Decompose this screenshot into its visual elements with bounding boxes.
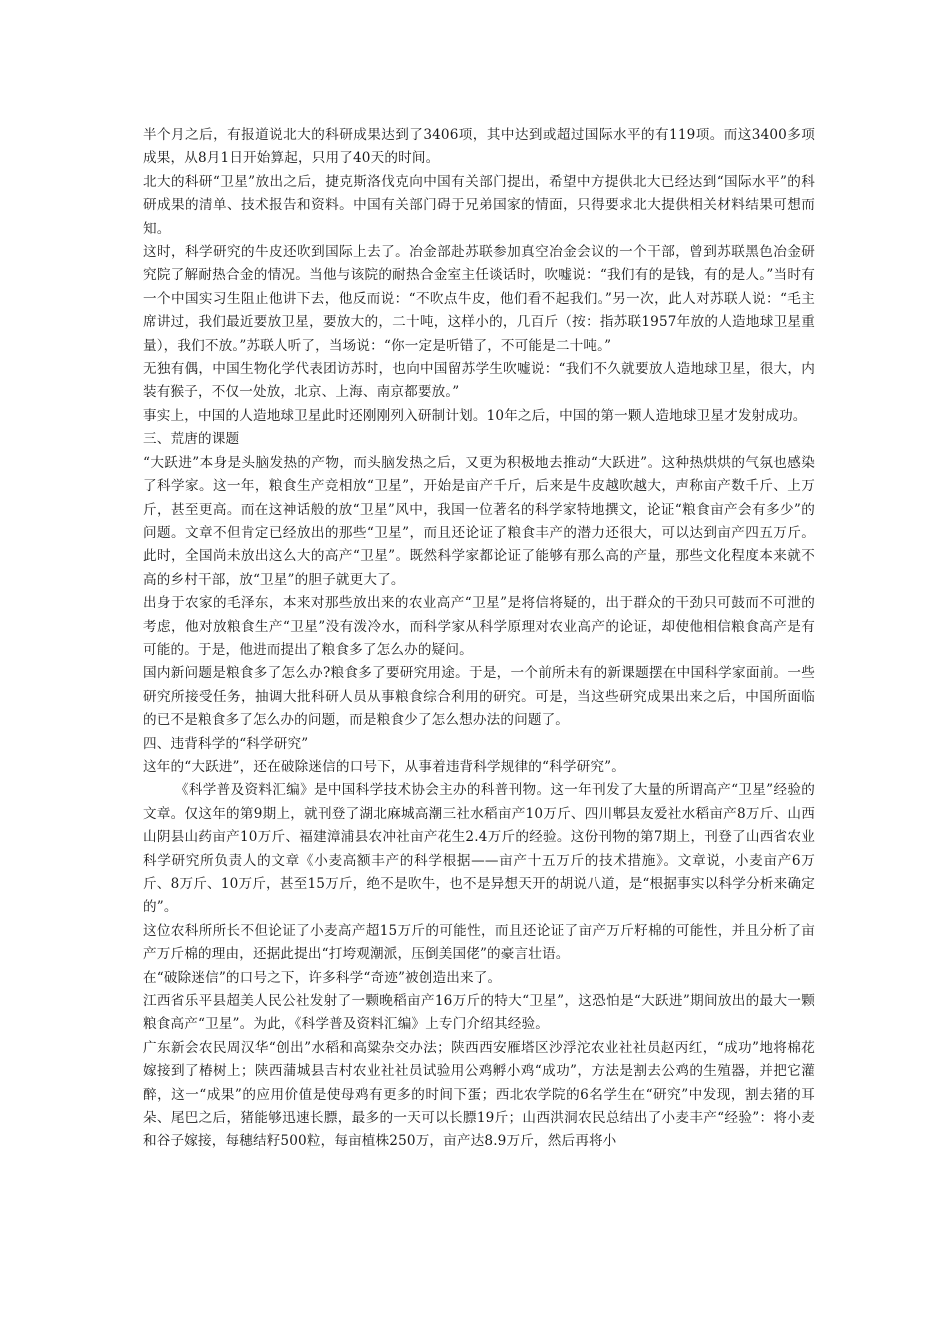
paragraph: 《科学普及资料汇编》是中国科学技术协会主办的科普刊物。这一年刊发了大量的所谓高产“卫星”经验的文章。仅这年的第9期上，就刊登了湖北麻城高潮三社水稻亩产10万斤、四川郫县友爱社水稻亩产8万斤、山西山阴县山药亩产10万斤、福建漳浦县农冲社亩产花生2.4万斤的经验。这份刊物的第7期上，刊登了山西省农业科学研究所负责人的文章《小麦高额丰产的科学根据——亩产十五万斤的技术措施》。文章说，小麦亩产6万斤、8万斤、10万斤，甚至15万斤，绝不是吹牛，也不是异想天开的胡说八道，是“根据事实以科学分析来确定的”。 [143,782,815,916]
paragraph: 北大的科研“卫星”放出之后，捷克斯洛伐克向中国有关部门提出，希望中方提供北大已经达到“国际水平”的科研成果的清单、技术报告和资料。中国有关部门碍于兄弟国家的情面，只得要求北大提供相关材料结果可想而知。 [143,173,815,237]
paragraph: 无独有偶，中国生物化学代表团访苏时，也向中国留苏学生吹嘘说：“我们不久就要放人造地球卫星，很大，内装有猴子，不仅一处放，北京、上海、南京都要放。” [143,361,815,401]
paragraph: 在“破除迷信”的口号之下，许多科学“奇迹”被创造出来了。 [143,969,502,986]
paragraph: 半个月之后，有报道说北大的科研成果达到了3406项，其中达到或超过国际水平的有119项。而这3400多项成果，从8月1日开始算起，只用了40天的时间。 [143,127,815,167]
paragraph: 这时，科学研究的牛皮还吹到国际上去了。冶金部赴苏联参加真空冶金会议的一个干部，曾到苏联黑色冶金研究院了解耐热合金的情况。当他与该院的耐热合金室主任谈话时，吹嘘说：“我们有的是钱，有的是人。”当时有一个中国实习生阻止他讲下去，他反而说：“不吹点牛皮，他们看不起我们。”另一次，此人对苏联人说：“毛主席讲过，我们最近要放卫星，要放大的，二十吨，这样小的，几百斤（按：指苏联1957年放的人造地球卫星重量），我们不放。”苏联人听了，当场说：“你一定是听错了，不可能是二十吨。” [143,244,815,354]
paragraph: 江西省乐平县超美人民公社发射了一颗晚稻亩产16万斤的特大“卫星”，这恐怕是“大跃进”期间放出的最大一颗粮食高产“卫星”。为此，《科学普及资料汇编》上专门介绍其经验。 [143,993,815,1033]
paragraph: 国内新问题是粮食多了怎么办?粮食多了要研究用途。于是，一个前所未有的新课题摆在中国科学家面前。一些研究所接受任务，抽调大批科研人员从事粮食综合利用的研究。可是，当这些研究成果出来之后，中国所面临的已不是粮食多了怎么办的问题，而是粮食少了怎么想办法的问题了。 [143,665,815,729]
paragraph: 这位农科所所长不但论证了小麦高产超15万斤的可能性，而且还论证了亩产万斤籽棉的可能性，并且分析了亩产万斤棉的理由，还据此提出“打垮观潮派，压倒美国佬”的豪言壮语。 [143,922,815,963]
paragraph: “大跃进”本身是头脑发热的产物，而头脑发热之后，又更为积极地去推动“大跃进”。这种热烘烘的气氛也感染了科学家。这一年，粮食生产竞相放“卫星”，开始是亩产千斤，后来是牛皮越吹越大，声称亩产数千斤、上万斤，甚至更高。而在这神话般的放“卫星”风中，我国一位著名的科学家特地撰文，论证“粮食亩产会有多少”的问题。文章不但肯定已经放出的那些“卫星”，而且还论证了粮食丰产的潜力还很大，可以达到亩产四五万斤。此时，全国尚未放出这么大的高产“卫星”。既然科学家都论证了能够有那么高的产量，那些文化程度本来就不高的乡村干部，放“卫星”的胆子就更大了。 [143,454,815,588]
paragraph: 事实上，中国的人造地球卫星此时还刚刚列入研制计划。10年之后，中国的第一颗人造地球卫星才发射成功。 [143,407,807,424]
paragraph: 广东新会农民周汉华“创出”水稻和高粱杂交办法；陕西西安雁塔区沙浮沱农业社社员赵丙红，“成功”地将棉花嫁接到了椿树上；陕西蒲城县吉村农业社社员试验用公鸡孵小鸡“成功”，方法是割去公鸡的生殖器，并把它灌醉，这一“成果”的应用价值是使母鸡有更多的时间下蛋；西北农学院的6名学生在“研究”中发现，割去猪的耳朵、尾巴之后，猪能够迅速长膘，最多的一天可以长膘19斤；山西洪洞农民总结出了小麦丰产“经验”：将小麦和谷子嫁接，每穗结籽500粒，每亩植株250万，亩产达8.9万斤，然后再将小 [143,1039,815,1150]
document-page [143,124,815,1154]
paragraph: 出身于农家的毛泽东，本来对那些放出来的农业高产“卫星”是将信将疑的，出于群众的干劲只可鼓而不可泄的考虑，他对放粮食生产“卫星”没有泼冷水，而科学家从科学原理对农业高产的论证，却使他相信粮食高产是有可能的。于是，他进而提出了粮食多了怎么办的疑问。 [143,595,815,658]
paragraph: 这年的“大跃进”，还在破除迷信的口号下，从事着违背科学规律的“科学研究”。 [143,758,625,775]
section-heading: 三、荒唐的课题 [143,431,240,448]
section-heading: 四、违背科学的“科学研究” [143,735,309,752]
